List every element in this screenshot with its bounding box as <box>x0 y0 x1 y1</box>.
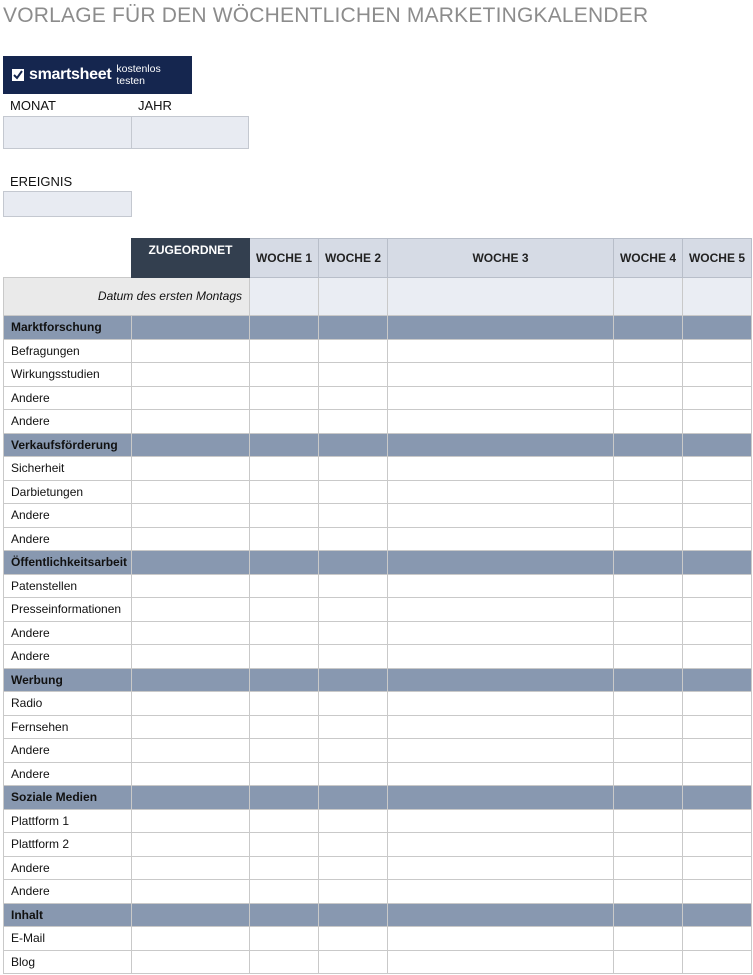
row-label: Darbietungen <box>4 480 132 504</box>
week-cell[interactable] <box>250 645 319 669</box>
week-cell[interactable] <box>388 833 614 857</box>
week-cell[interactable] <box>250 527 319 551</box>
week-cell[interactable] <box>683 645 752 669</box>
assigned-cell[interactable] <box>132 339 250 363</box>
category-cell <box>614 551 683 575</box>
category-cell <box>132 668 250 692</box>
week-cell[interactable] <box>319 739 388 763</box>
row-label: Andere <box>4 527 132 551</box>
week-5-date-cell[interactable] <box>683 278 752 316</box>
table-row <box>4 621 752 645</box>
category-cell <box>683 668 752 692</box>
week-cell[interactable] <box>388 386 614 410</box>
assigned-cell[interactable] <box>132 621 250 645</box>
week-cell[interactable] <box>388 457 614 481</box>
week-cell[interactable] <box>683 950 752 974</box>
marketing-calendar-table <box>3 238 752 974</box>
week-cell[interactable] <box>388 621 614 645</box>
week-cell[interactable] <box>683 739 752 763</box>
category-cell <box>319 786 388 810</box>
category-cell <box>132 903 250 927</box>
assigned-cell[interactable] <box>132 762 250 786</box>
category-cell <box>388 433 614 457</box>
week-cell[interactable] <box>388 363 614 387</box>
week-cell[interactable] <box>250 856 319 880</box>
row-label: Plattform 2 <box>4 833 132 857</box>
week-cell[interactable] <box>388 410 614 434</box>
week-cell[interactable] <box>250 410 319 434</box>
page-title: VORLAGE FÜR DEN WÖCHENTLICHEN MARKETINGKALENDER <box>3 4 649 27</box>
week-cell[interactable] <box>250 480 319 504</box>
week-cell[interactable] <box>683 574 752 598</box>
week-cell[interactable] <box>614 739 683 763</box>
category-cell <box>319 551 388 575</box>
week-cell[interactable] <box>614 880 683 904</box>
category-cell <box>683 316 752 340</box>
week-cell[interactable] <box>683 410 752 434</box>
week-cell[interactable] <box>683 386 752 410</box>
assigned-cell[interactable] <box>132 809 250 833</box>
assigned-cell[interactable] <box>132 880 250 904</box>
week-3-date-cell[interactable] <box>388 278 614 316</box>
category-cell <box>250 668 319 692</box>
week-cell[interactable] <box>683 457 752 481</box>
category-row <box>4 551 752 575</box>
row-label: Andere <box>4 856 132 880</box>
week-cell[interactable] <box>683 598 752 622</box>
row-label: E-Mail <box>4 927 132 951</box>
category-cell <box>614 433 683 457</box>
week-cell[interactable] <box>250 621 319 645</box>
week-cell[interactable] <box>614 950 683 974</box>
week-cell[interactable] <box>683 927 752 951</box>
week-cell[interactable] <box>683 715 752 739</box>
table-row <box>4 410 752 434</box>
week-cell[interactable] <box>683 339 752 363</box>
month-label: MONAT <box>10 98 56 113</box>
category-cell <box>250 433 319 457</box>
week-1-date-cell[interactable] <box>250 278 319 316</box>
category-cell <box>250 903 319 927</box>
year-field[interactable] <box>131 116 249 149</box>
assigned-cell[interactable] <box>132 527 250 551</box>
week-cell[interactable] <box>319 645 388 669</box>
assigned-cell[interactable] <box>132 715 250 739</box>
assigned-cell[interactable] <box>132 833 250 857</box>
table-row <box>4 504 752 528</box>
week-cell[interactable] <box>319 715 388 739</box>
table-row <box>4 880 752 904</box>
row-label: Blog <box>4 950 132 974</box>
week-cell[interactable] <box>319 621 388 645</box>
assigned-cell[interactable] <box>132 856 250 880</box>
week-cell[interactable] <box>388 762 614 786</box>
week-cell[interactable] <box>388 739 614 763</box>
category-cell <box>614 316 683 340</box>
week-cell[interactable] <box>388 598 614 622</box>
event-label: EREIGNIS <box>10 174 73 189</box>
year-label: JAHR <box>138 98 172 113</box>
week-cell[interactable] <box>614 762 683 786</box>
week-cell[interactable] <box>319 574 388 598</box>
week-cell[interactable] <box>614 833 683 857</box>
week-cell[interactable] <box>614 645 683 669</box>
row-label: Fernsehen <box>4 715 132 739</box>
category-row <box>4 316 752 340</box>
week-cell[interactable] <box>614 809 683 833</box>
week-cell[interactable] <box>250 692 319 716</box>
week-cell[interactable] <box>319 386 388 410</box>
week-cell[interactable] <box>614 363 683 387</box>
week-cell[interactable] <box>250 880 319 904</box>
week-cell[interactable] <box>319 809 388 833</box>
week-cell[interactable] <box>319 410 388 434</box>
week-cell[interactable] <box>683 363 752 387</box>
assigned-cell[interactable] <box>132 363 250 387</box>
category-cell <box>388 903 614 927</box>
category-cell <box>683 433 752 457</box>
week-cell[interactable] <box>319 504 388 528</box>
first-monday-row <box>4 278 752 316</box>
table-row <box>4 739 752 763</box>
week-cell[interactable] <box>683 621 752 645</box>
week-cell[interactable] <box>683 504 752 528</box>
assigned-header: ZUGEORDNET <box>132 239 250 278</box>
table-row <box>4 645 752 669</box>
row-label: Andere <box>4 504 132 528</box>
category-row <box>4 903 752 927</box>
week-cell[interactable] <box>683 856 752 880</box>
assigned-cell[interactable] <box>132 457 250 481</box>
week-cell[interactable] <box>683 833 752 857</box>
category-row <box>4 786 752 810</box>
event-field[interactable] <box>3 191 132 217</box>
week-cell[interactable] <box>250 574 319 598</box>
assigned-cell[interactable] <box>132 480 250 504</box>
week-4-header: WOCHE 4 <box>614 239 683 278</box>
week-cell[interactable] <box>250 762 319 786</box>
week-cell[interactable] <box>614 480 683 504</box>
week-cell[interactable] <box>614 927 683 951</box>
week-cell[interactable] <box>319 927 388 951</box>
table-row <box>4 715 752 739</box>
category-cell <box>319 433 388 457</box>
row-label: Befragungen <box>4 339 132 363</box>
week-cell[interactable] <box>319 762 388 786</box>
category-cell <box>319 316 388 340</box>
week-cell[interactable] <box>319 950 388 974</box>
category-label: Inhalt <box>4 903 132 927</box>
week-cell[interactable] <box>614 621 683 645</box>
week-cell[interactable] <box>250 715 319 739</box>
week-cell[interactable] <box>614 598 683 622</box>
corner-blank <box>4 239 132 278</box>
table-row <box>4 386 752 410</box>
week-cell[interactable] <box>250 950 319 974</box>
assigned-cell[interactable] <box>132 504 250 528</box>
week-cell[interactable] <box>388 645 614 669</box>
category-cell <box>388 316 614 340</box>
row-label: Radio <box>4 692 132 716</box>
week-cell[interactable] <box>388 809 614 833</box>
brand-name: smartsheet <box>28 66 112 83</box>
row-label: Andere <box>4 880 132 904</box>
week-cell[interactable] <box>683 527 752 551</box>
category-cell <box>132 433 250 457</box>
category-cell <box>319 903 388 927</box>
week-cell[interactable] <box>250 339 319 363</box>
assigned-cell[interactable] <box>132 950 250 974</box>
assigned-cell[interactable] <box>132 410 250 434</box>
week-cell[interactable] <box>388 527 614 551</box>
week-cell[interactable] <box>614 527 683 551</box>
row-label: Plattform 1 <box>4 809 132 833</box>
week-cell[interactable] <box>388 574 614 598</box>
week-cell[interactable] <box>319 457 388 481</box>
week-cell[interactable] <box>319 833 388 857</box>
assigned-cell[interactable] <box>132 574 250 598</box>
week-cell[interactable] <box>614 692 683 716</box>
week-cell[interactable] <box>614 410 683 434</box>
week-cell[interactable] <box>388 504 614 528</box>
week-cell[interactable] <box>250 386 319 410</box>
category-cell <box>614 786 683 810</box>
row-label: Presseinformationen <box>4 598 132 622</box>
week-cell[interactable] <box>250 457 319 481</box>
assigned-cell[interactable] <box>132 598 250 622</box>
week-cell[interactable] <box>319 598 388 622</box>
category-cell <box>250 316 319 340</box>
week-cell[interactable] <box>250 598 319 622</box>
category-label: Öffentlichkeitsarbeit <box>4 551 132 575</box>
week-cell[interactable] <box>250 809 319 833</box>
week-cell[interactable] <box>614 715 683 739</box>
row-label: Patenstellen <box>4 574 132 598</box>
week-4-date-cell[interactable] <box>614 278 683 316</box>
table-row <box>4 950 752 974</box>
check-icon <box>12 69 24 81</box>
table-row <box>4 856 752 880</box>
category-label: Marktforschung <box>4 316 132 340</box>
category-cell <box>683 786 752 810</box>
first-monday-label: Datum des ersten Montags <box>4 278 250 316</box>
assigned-cell[interactable] <box>132 927 250 951</box>
table-row <box>4 480 752 504</box>
assigned-cell[interactable] <box>132 645 250 669</box>
table-row <box>4 363 752 387</box>
week-cell[interactable] <box>388 692 614 716</box>
trial-link[interactable]: kostenlos testen <box>116 63 161 87</box>
row-label: Andere <box>4 386 132 410</box>
week-cell[interactable] <box>319 527 388 551</box>
row-label: Wirkungsstudien <box>4 363 132 387</box>
week-cell[interactable] <box>388 880 614 904</box>
week-cell[interactable] <box>683 809 752 833</box>
table-row <box>4 833 752 857</box>
table-row <box>4 762 752 786</box>
assigned-cell[interactable] <box>132 386 250 410</box>
row-label: Andere <box>4 739 132 763</box>
category-cell <box>250 551 319 575</box>
header-row <box>4 239 752 278</box>
row-label: Sicherheit <box>4 457 132 481</box>
row-label: Andere <box>4 621 132 645</box>
week-cell[interactable] <box>319 339 388 363</box>
category-cell <box>388 551 614 575</box>
week-cell[interactable] <box>319 692 388 716</box>
week-cell[interactable] <box>250 363 319 387</box>
smartsheet-trial-banner[interactable] <box>3 56 192 94</box>
table-row <box>4 574 752 598</box>
row-label: Andere <box>4 410 132 434</box>
week-2-header: WOCHE 2 <box>319 239 388 278</box>
category-cell <box>614 903 683 927</box>
week-cell[interactable] <box>250 833 319 857</box>
week-1-header: WOCHE 1 <box>250 239 319 278</box>
week-cell[interactable] <box>614 339 683 363</box>
table-row <box>4 339 752 363</box>
week-cell[interactable] <box>683 880 752 904</box>
category-row <box>4 668 752 692</box>
table-row <box>4 809 752 833</box>
table-row <box>4 598 752 622</box>
category-cell <box>614 668 683 692</box>
week-cell[interactable] <box>683 762 752 786</box>
category-cell <box>132 316 250 340</box>
week-cell[interactable] <box>250 927 319 951</box>
week-cell[interactable] <box>319 880 388 904</box>
week-cell[interactable] <box>319 480 388 504</box>
week-cell[interactable] <box>614 856 683 880</box>
category-cell <box>683 903 752 927</box>
week-2-date-cell[interactable] <box>319 278 388 316</box>
category-row <box>4 433 752 457</box>
week-5-header: WOCHE 5 <box>683 239 752 278</box>
week-cell[interactable] <box>388 927 614 951</box>
week-cell[interactable] <box>614 574 683 598</box>
table-row <box>4 692 752 716</box>
week-cell[interactable] <box>388 950 614 974</box>
week-cell[interactable] <box>388 480 614 504</box>
category-cell <box>319 668 388 692</box>
table-row <box>4 927 752 951</box>
week-3-header: WOCHE 3 <box>388 239 614 278</box>
week-cell[interactable] <box>683 692 752 716</box>
category-label: Werbung <box>4 668 132 692</box>
week-cell[interactable] <box>388 715 614 739</box>
row-label: Andere <box>4 762 132 786</box>
week-cell[interactable] <box>319 856 388 880</box>
assigned-cell[interactable] <box>132 692 250 716</box>
week-cell[interactable] <box>388 339 614 363</box>
category-cell <box>388 668 614 692</box>
table-row <box>4 527 752 551</box>
category-label: Soziale Medien <box>4 786 132 810</box>
week-cell[interactable] <box>614 386 683 410</box>
week-cell[interactable] <box>388 856 614 880</box>
category-cell <box>250 786 319 810</box>
week-cell[interactable] <box>683 480 752 504</box>
week-cell[interactable] <box>614 457 683 481</box>
category-label: Verkaufsförderung <box>4 433 132 457</box>
category-cell <box>132 551 250 575</box>
month-field[interactable] <box>3 116 132 149</box>
category-cell <box>388 786 614 810</box>
week-cell[interactable] <box>614 504 683 528</box>
week-cell[interactable] <box>250 739 319 763</box>
table-row <box>4 457 752 481</box>
category-cell <box>132 786 250 810</box>
week-cell[interactable] <box>319 363 388 387</box>
week-cell[interactable] <box>250 504 319 528</box>
category-cell <box>683 551 752 575</box>
assigned-cell[interactable] <box>132 739 250 763</box>
row-label: Andere <box>4 645 132 669</box>
